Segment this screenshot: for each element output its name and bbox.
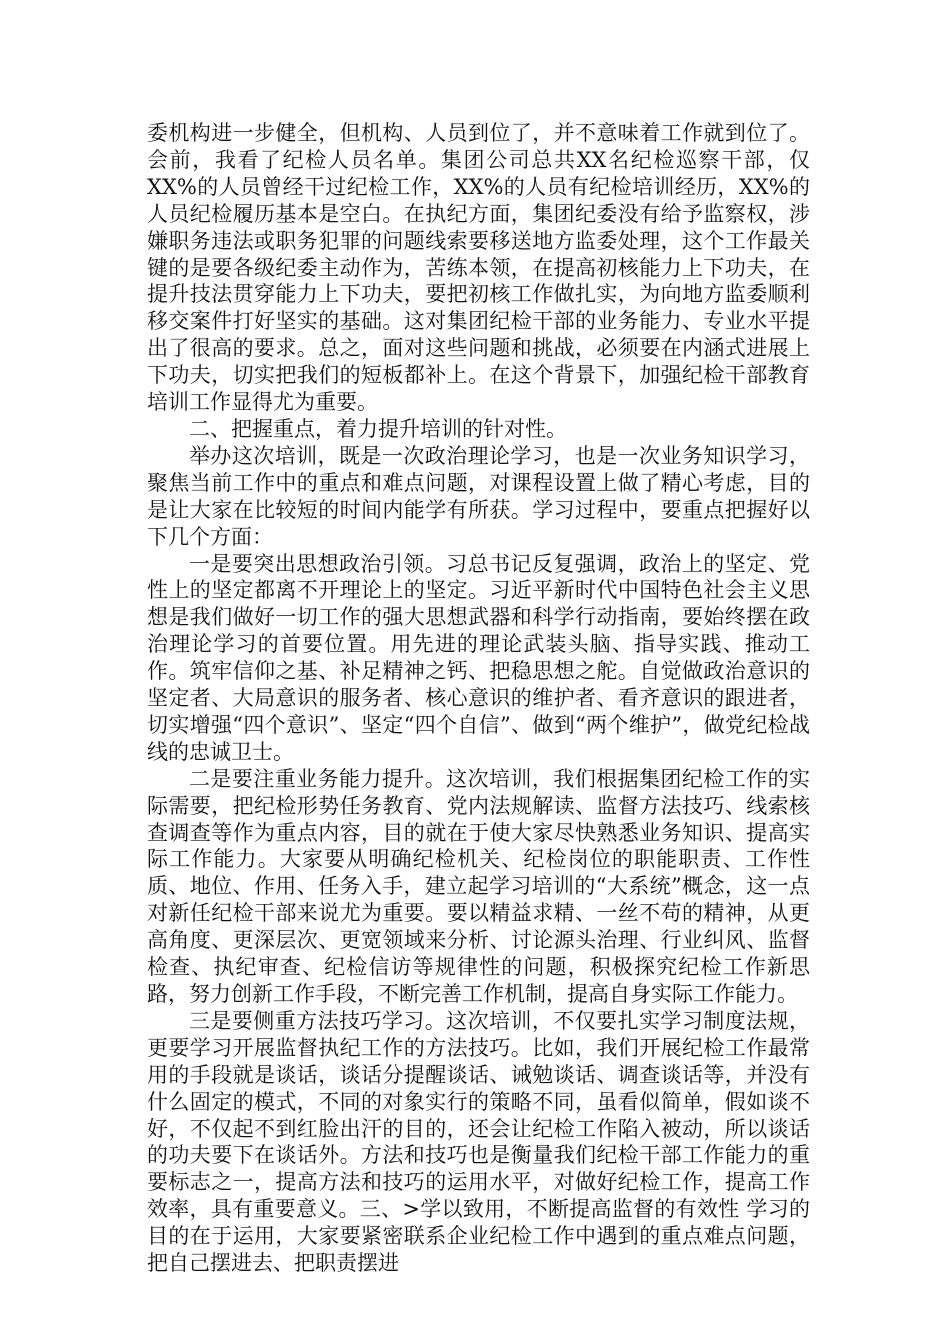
paragraph-6: 三是要侧重方法技巧学习。这次培训，不仅要扎实学习制度法规，更要学习开展监督执纪工作的方法技巧。比如，我们开展纪检工作最常用的手段就是谈话，谈话分提醒谈话、诫勉谈话、调查谈话等，并没有什么固定的模式，不同的对象实行的策略不同，虽看似简单，假如谈不好，不仅起不到红脸出汗的目的，还会让纪检工作陷入被动，所以谈话的功夫要下在谈话外。方法和技巧也是衡量我们纪检干部工作能力的重要标志之一，提高方法和技巧的运用水平，对做好纪检工作，提高工作效率，具有重要意义。三、>学以致用，不断提高监督的有效性 学习的目的在于运用，大家要紧密联系企业纪检工作中遇到的重点难点问题，把自己摆进去、把职责摆进	[147, 1008, 810, 1276]
paragraph-3: 举办这次培训，既是一次政治理论学习，也是一次业务知识学习，聚焦当前工作中的重点和难点问题，对课程设置上做了精心考虑，目的是让大家在比较短的时间内能学有所获。学习过程中，要重点把握好以下几个方面：	[147, 443, 810, 549]
paragraph-5: 二是要注重业务能力提升。这次培训，我们根据集团纪检工作的实际需要，把纪检形势任务教育、党内法规解读、监督方法技巧、线索核查调查等作为重点内容，目的就在于使大家尽快熟悉业务知识、提高实际工作能力。大家要从明确纪检机关、纪检岗位的职能职责、工作性质、地位、作用、任务入手，建立起学习培训的“大系统”概念，这一点对新任纪检干部来说尤为重要。要以精益求精、一丝不苟的精神，从更高角度、更深层次、更宽领域来分析、讨论源头治理、行业纠风、监督检查、执纪审查、纪检信访等规律性的问题，积极探究纪检工作新思路，努力创新工作手段，不断完善工作机制，提高自身实际工作能力。	[147, 766, 810, 1006]
paragraph-1: 委机构进一步健全，但机构、人员到位了，并不意味着工作就到位了。会前，我看了纪检人员名单。集团公司总共XX名纪检巡察干部，仅XX%的人员曾经干过纪检工作，XX%的人员有纪检培训经历，XX%的人员纪检履历基本是空白。在执纪方面，集团纪委没有给予监察权，涉嫌职务违法或职务犯罪的问题线索要移送地方监委处理，这个工作最关键的是要各级纪委主动作为，苦练本领，在提高初核能力上下功夫，在提升技法贯穿能力上下功夫，要把初核工作做扎实，为向地方监委顺利移交案件打好坚实的基础。这对集团纪检干部的业务能力、专业水平提出了很高的要求。总之，面对这些问题和挑战，必须要在内涵式进展上下功夫，切实把我们的短板都补上。在这个背景下，加强纪检干部教育培训工作显得尤为重要。	[147, 121, 810, 415]
document-page	[147, 120, 810, 1277]
paragraph-4: 一是要突出思想政治引领。习总书记反复强调，政治上的坚定、党性上的坚定都离不开理论上的坚定。习近平新时代中国特色社会主义思想是我们做好一切工作的强大思想武器和科学行动指南，要始终摆在政治理论学习的首要位置。用先进的理论武装头脑、指导实践、推动工作。筑牢信仰之基、补足精神之钙、把稳思想之舵。自觉做政治意识的坚定者、大局意识的服务者、核心意识的维护者、看齐意识的跟进者，切实增强“四个意识”、坚定“四个自信”、做到“两个维护”，做党纪检战线的忠诚卫士。	[147, 551, 810, 764]
paragraph-2-section-heading: 二、把握重点，着力提升培训的针对性。	[189, 416, 567, 441]
